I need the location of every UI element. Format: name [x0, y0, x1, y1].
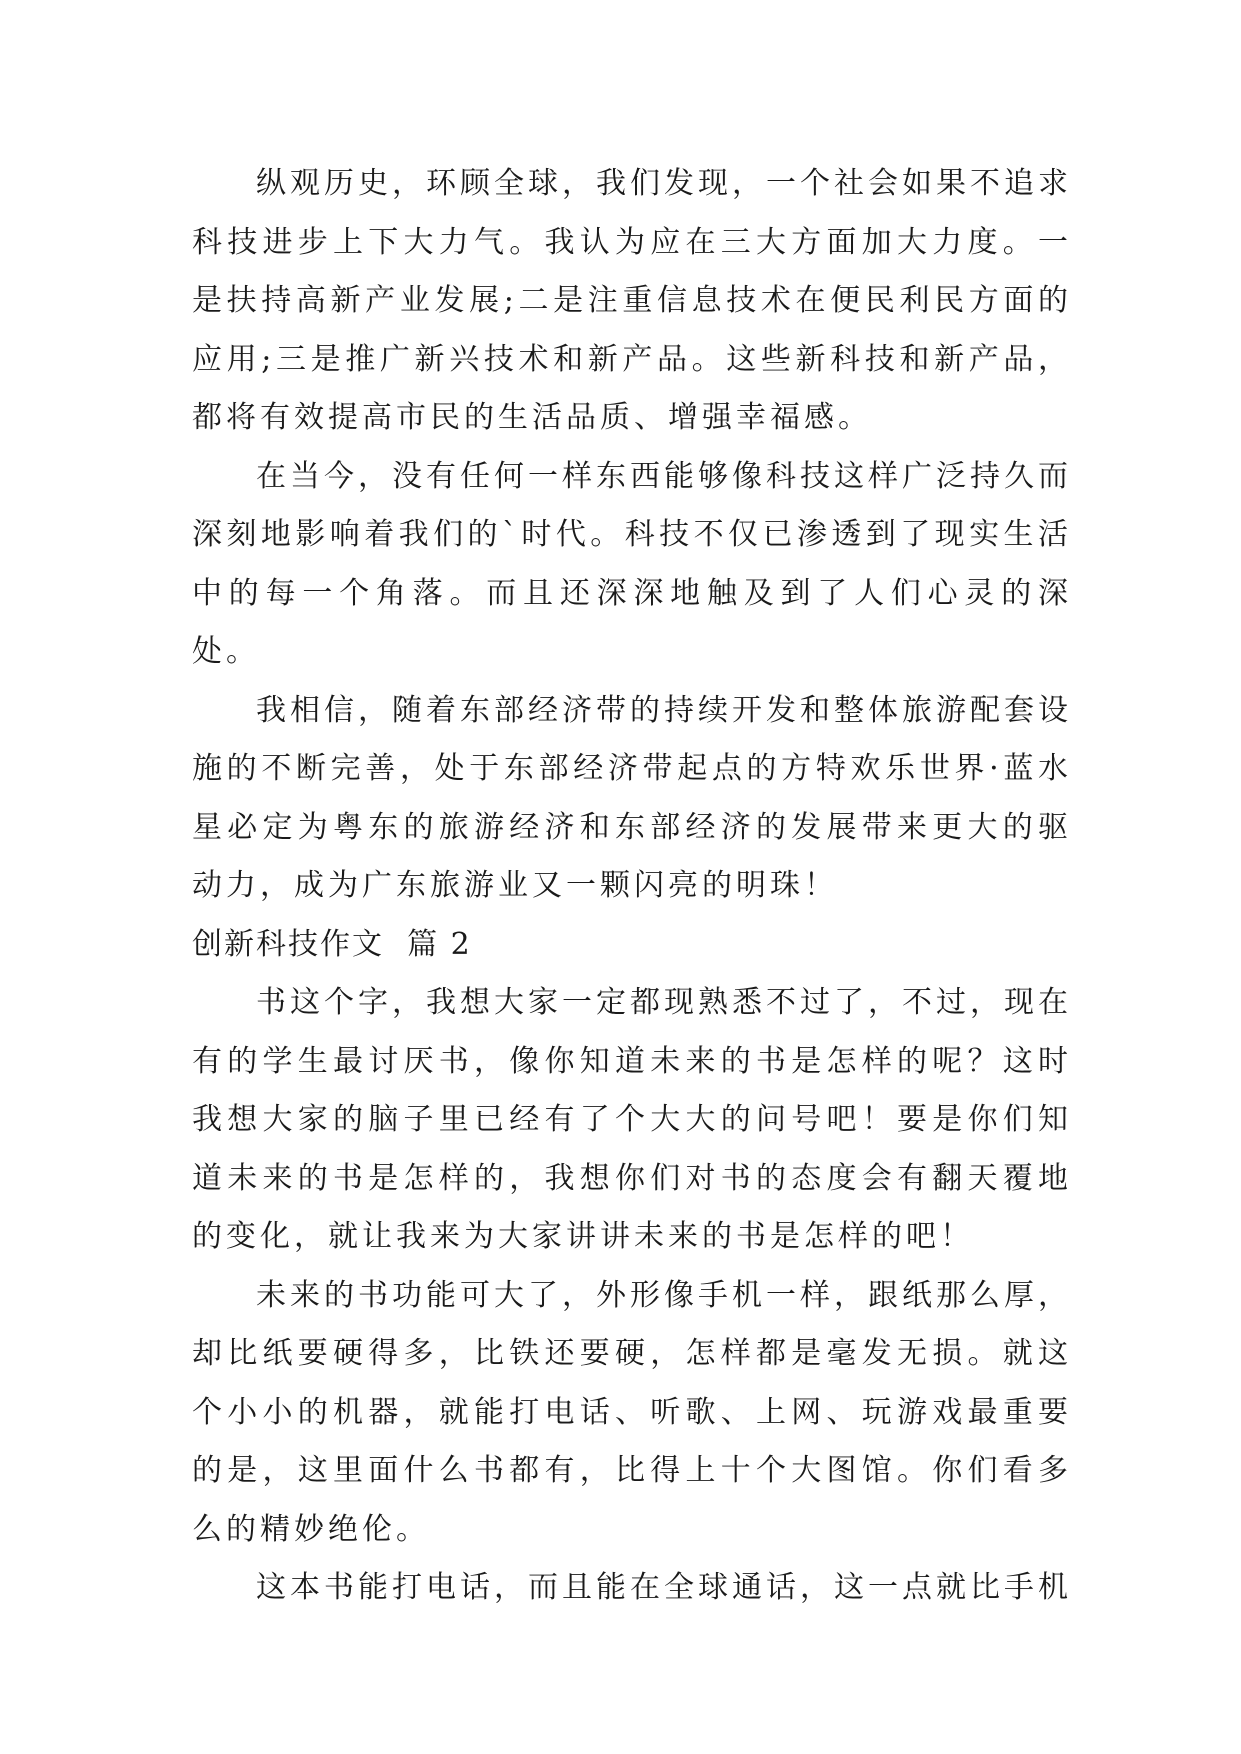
- paragraph: 未来的书功能可大了，外形像手机一样，跟纸那么厚，却比纸要硬得多，比铁还要硬，怎样都是毫发无损。就这个小小的机器，就能打电话、听歌、上网、玩游戏最重要的是，这里面什么书都有，比得上十个大图馆。你们看多么的精妙绝伦。: [192, 1277, 1072, 1547]
- paragraph: 这本书能打电话，而且能在全球通话，这一点就比手机: [256, 1570, 1072, 1605]
- paragraph: 书这个字，我想大家一定都现熟悉不过了，不过，现在有的学生最讨厌书，像你知道未来的书是怎样的呢？这时我想大家的脑子里已经有了个大大的问号吧！要是你们知道未来的书是怎样的，我想你们对书的态度会有翻天覆地的变化，就让我来为大家讲讲未来的书是怎样的吧！: [192, 985, 1072, 1254]
- paragraph: 纵观历史，环顾全球，我们发现，一个社会如果不追求科技进步上下大力气。我认为应在三大方面加大力度。一是扶持高新产业发展;二是注重信息技术在便民利民方面的应用;三是推广新兴技术和新产品。这些新科技和新产品，都将有效提高市民的生活品质、增强幸福感。: [192, 166, 1072, 435]
- paragraph: 在当今，没有任何一样东西能够像科技这样广泛持久而深刻地影响着我们的`时代。科技不仅已渗透到了现实生活中的每一个角落。而且还深深地触及到了人们心灵的深处。: [192, 458, 1072, 669]
- document-body: [192, 155, 1072, 1618]
- paragraph: 我相信，随着东部经济带的持续开发和整体旅游配套设施的不断完善，处于东部经济带起点的方特欢乐世界·蓝水星必定为粤东的旅游经济和东部经济的发展带来更大的驱动力，成为广东旅游业又一颗闪亮的明珠！: [192, 692, 1072, 903]
- section-heading: 创新科技作文 篇 2: [192, 926, 472, 962]
